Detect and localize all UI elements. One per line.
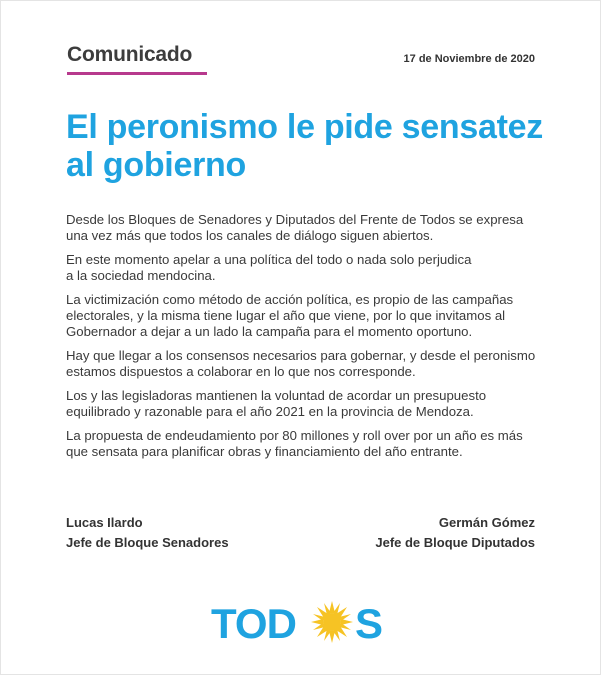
- signature-right: [375, 513, 535, 553]
- signature-left: [66, 513, 229, 553]
- signer-role: Jefe de Bloque Senadores: [66, 535, 229, 550]
- paragraph: Los y las legisladoras mantienen la voluntad de acordar un presupuesto equilibrado y razonable para el año 2021 en la provincia de Mendoza.: [66, 388, 487, 419]
- signer-name: Lucas Ilardo: [66, 515, 143, 530]
- paragraph: Desde los Bloques de Senadores y Diputados del Frente de Todos se expresa una vez más que todos los canales de diálogo siguen abiertos.: [66, 212, 524, 243]
- label-underline: [67, 72, 207, 75]
- header: [67, 43, 535, 83]
- logo-text-left: TOD: [211, 600, 296, 644]
- headline: El peronismo le pide sensatez al gobierno: [66, 108, 543, 184]
- paragraph: Hay que llegar a los consensos necesarios para gobernar, y desde el peronismo estamos dispuestos a colaborar en lo que nos corresponde.: [66, 348, 536, 379]
- todos-logo: [211, 598, 391, 644]
- signer-name: Germán Gómez: [438, 515, 535, 530]
- paragraph: La victimización como método de acción política, es propio de las campañas electorales, y la misma tiene lugar el año que viene, por lo que invitamos al Gobernador a dejar a un lado la campaña para el momento oportuno.: [66, 292, 514, 339]
- date-label: 17 de Noviembre de 2020: [403, 53, 535, 65]
- page-label: Comunicado: [67, 43, 193, 66]
- paragraph: La propuesta de endeudamiento por 80 millones y roll over por un año es más que sensata para planificar obras y financiamiento del año entrante.: [66, 428, 523, 459]
- paragraph: En este momento apelar a una política del todo o nada solo perjudica a la sociedad mendocina.: [66, 252, 472, 283]
- logo-text-right: S: [355, 600, 384, 644]
- body-text: [66, 212, 540, 468]
- signer-role: Jefe de Bloque Diputados: [375, 535, 535, 550]
- sun-icon: [311, 601, 353, 643]
